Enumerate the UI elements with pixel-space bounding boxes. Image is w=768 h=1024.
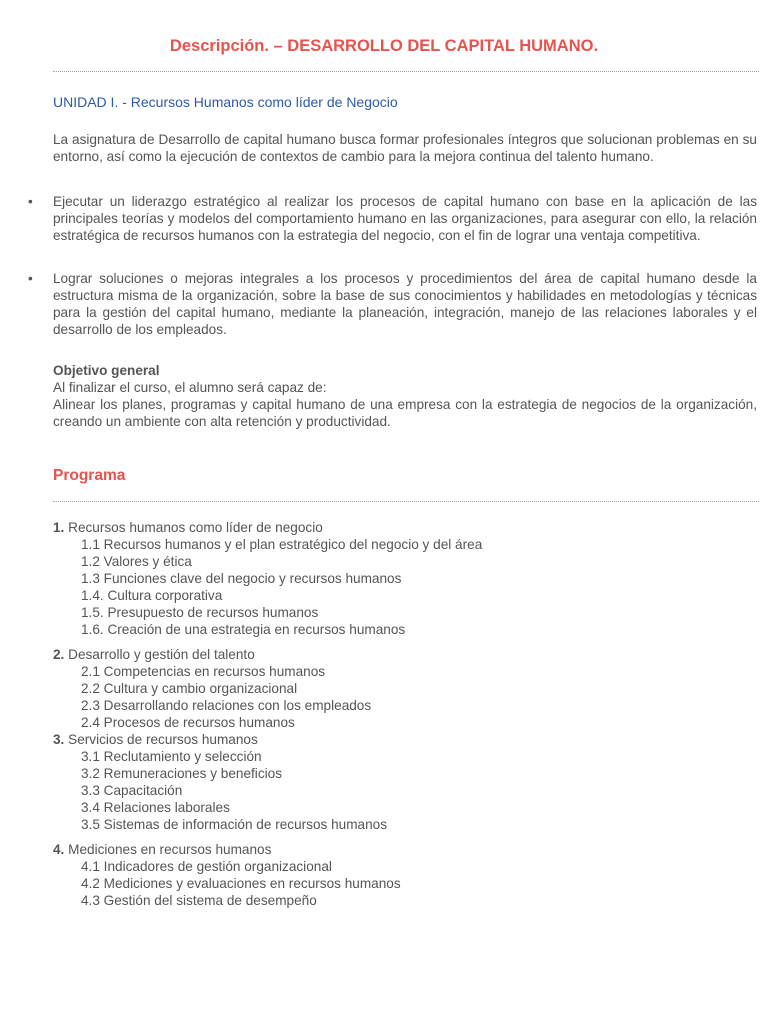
module-2 — [53, 646, 757, 731]
module-title-text: Servicios de recursos humanos — [68, 732, 258, 747]
program-divider — [53, 501, 759, 502]
bullet-item — [28, 193, 757, 244]
module-subitem: 1.1 Recursos humanos y el plan estratégico del negocio y del área — [81, 537, 483, 552]
module-subitem: 2.2 Cultura y cambio organizacional — [81, 681, 298, 696]
objective-text: Alinear los planes, programas y capital humano de una empresa con la estrategia de negocios de la organización, creando un ambiente con alta retención y productividad. — [53, 397, 757, 429]
module-4 — [53, 841, 757, 909]
module-subitem: 1.4. Cultura corporativa — [81, 588, 223, 603]
module-subitem: 4.3 Gestión del sistema de desempeño — [81, 893, 317, 908]
bullet-item — [28, 270, 757, 338]
module-subitem: 1.5. Presupuesto de recursos humanos — [81, 605, 319, 620]
bullet-text: Ejecutar un liderazgo estratégico al realizar los procesos de capital humano con base en la aplicación de las principales teorías y modelos del comportamiento humano en las organizaciones, para asegurar con ello, la relación estratégica de recursos humanos con la estrategia del negocio, con el fin de lograr una ventaja competitiva. — [53, 194, 757, 243]
module-number: 1. — [53, 520, 65, 535]
program-heading: Programa — [53, 467, 126, 484]
module-subitem: 3.5 Sistemas de información de recursos humanos — [81, 817, 388, 832]
module-subitem: 1.2 Valores y ética — [81, 554, 192, 569]
module-subitem: 4.2 Mediciones y evaluaciones en recursos humanos — [81, 876, 401, 891]
module-number: 3. — [53, 732, 65, 747]
module-subitem: 4.1 Indicadores de gestión organizacional — [81, 859, 332, 874]
intro-paragraph: La asignatura de Desarrollo de capital humano busca formar profesionales íntegros que solucionan problemas en su entorno, así como la ejecución de contextos de cambio para la mejora continua del talento humano. — [53, 132, 757, 164]
module-subitem: 2.3 Desarrollando relaciones con los empleados — [81, 698, 372, 713]
module-number: 2. — [53, 647, 65, 662]
module-title-text: Recursos humanos como líder de negocio — [68, 520, 323, 535]
document-title: Descripción. – DESARROLLO DEL CAPITAL HUMANO. — [169, 37, 599, 55]
bullet-icon: • — [28, 194, 33, 209]
module-1 — [53, 519, 757, 638]
objective-intro: Al finalizar el curso, el alumno será capaz de: — [53, 380, 327, 395]
module-subitem: 2.1 Competencias en recursos humanos — [81, 664, 326, 679]
title-divider — [53, 71, 759, 72]
bullet-icon: • — [28, 271, 33, 286]
unit-heading: UNIDAD I. - Recursos Humanos como líder de Negocio — [53, 94, 398, 110]
module-subitem: 3.2 Remuneraciones y beneficios — [81, 766, 282, 781]
module-number: 4. — [53, 842, 65, 857]
program-list — [53, 519, 757, 909]
module-title — [53, 841, 757, 858]
module-3 — [53, 731, 757, 833]
module-subitem: 1.6. Creación de una estrategia en recursos humanos — [81, 622, 406, 637]
bullet-text: Lograr soluciones o mejoras integrales a los procesos y procedimientos del área de capital humano desde la estructura misma de la organización, sobre la base de sus conocimientos y habilidades en metodologías y técnicas para la gestión del capital humano, mediante la planeación, integración, manejo de las relaciones laborales y el desarrollo de los empleados. — [53, 271, 757, 337]
module-subitem: 3.1 Reclutamiento y selección — [81, 749, 262, 764]
module-title — [53, 646, 757, 663]
objective-label: Objetivo general — [53, 363, 160, 378]
module-title-text: Mediciones en recursos humanos — [68, 842, 272, 857]
module-title — [53, 519, 757, 536]
module-subitem: 3.3 Capacitación — [81, 783, 183, 798]
objective-section — [53, 362, 757, 430]
module-subitem: 2.4 Procesos de recursos humanos — [81, 715, 295, 730]
module-title-text: Desarrollo y gestión del talento — [68, 647, 255, 662]
module-subitem: 1.3 Funciones clave del negocio y recursos humanos — [81, 571, 402, 586]
module-title — [53, 731, 757, 748]
module-subitem: 3.4 Relaciones laborales — [81, 800, 230, 815]
